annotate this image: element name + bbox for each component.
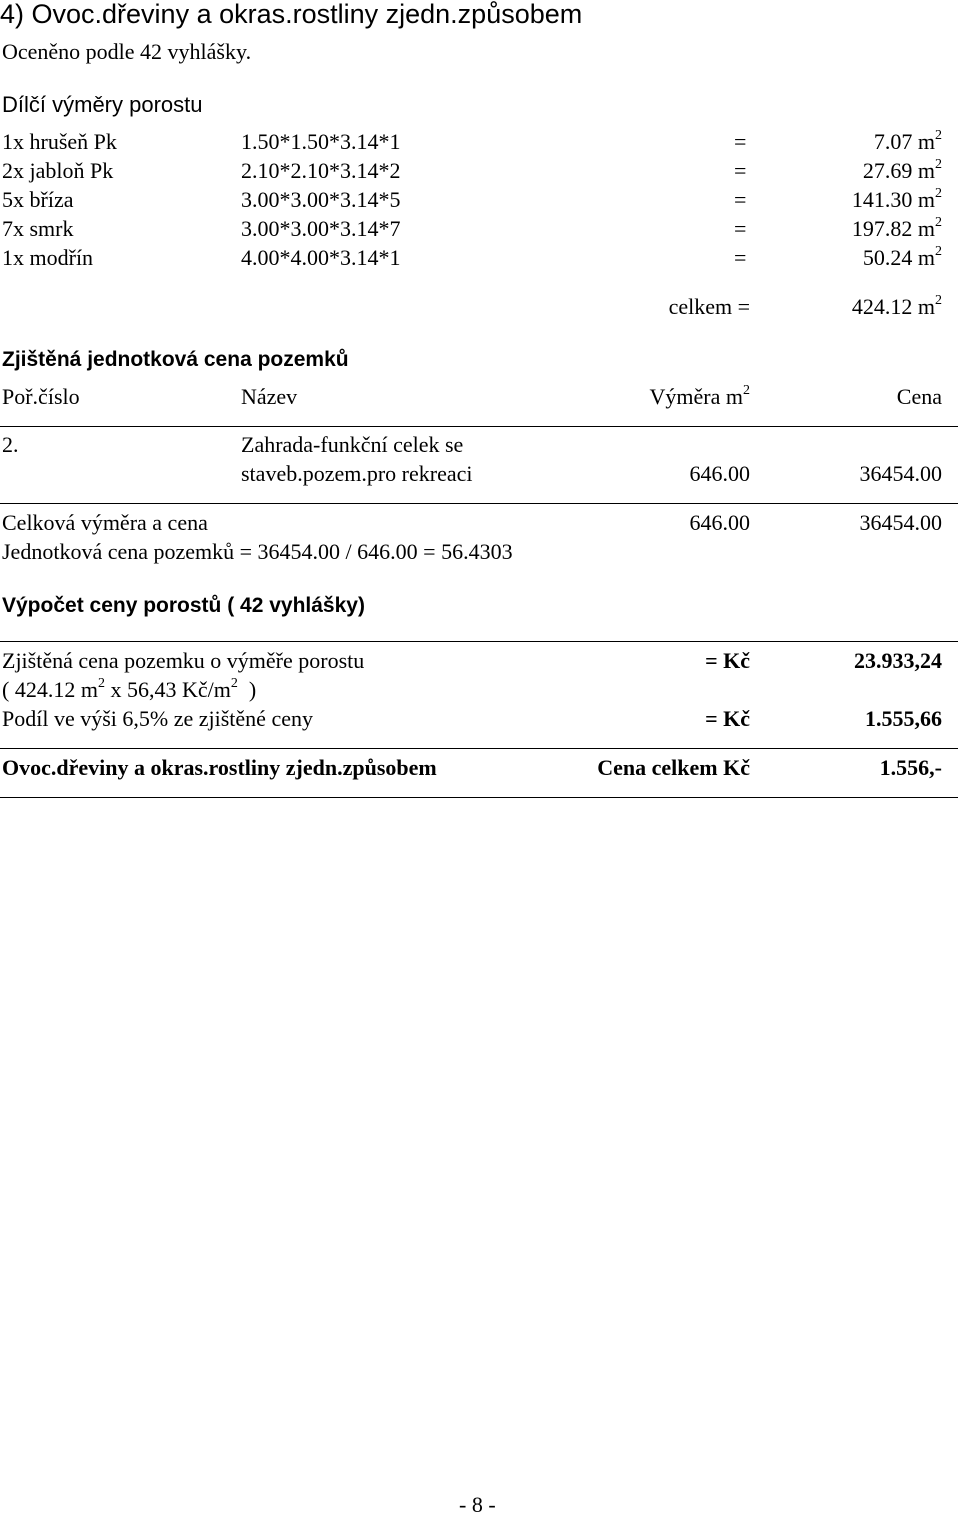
calc-line1-value: 23.933,24: [854, 648, 942, 673]
divider: [0, 748, 958, 749]
calc-line3-eq: = Kč: [705, 706, 750, 731]
col-header-nazev: Název: [241, 384, 298, 409]
row-name-line1: Zahrada-funkční celek se: [241, 432, 464, 457]
partial-row-value: 27.69 $m^2$: [862, 156, 942, 183]
partial-row-equals: =: [734, 216, 747, 241]
calc-line1-eq: = Kč: [705, 648, 750, 673]
divider: [0, 641, 958, 642]
total-area: 646.00: [689, 510, 750, 535]
calc-line3-value: 1.555,66: [865, 706, 942, 731]
partial-row-value: 197.82 $m^2$: [851, 214, 942, 241]
partial-row-name: 1x modřín: [2, 245, 94, 270]
row-area: 646.00: [689, 461, 750, 486]
partial-total-label: celkem =: [668, 294, 750, 319]
partial-row-equals: =: [734, 187, 747, 212]
partial-row-value: 141.30 $m^2$: [851, 185, 942, 212]
partial-row-name: 5x bříza: [2, 187, 74, 212]
partial-row-formula: 3.00*3.00*3.14*5: [241, 187, 401, 212]
partial-row-equals: =: [734, 245, 747, 270]
unit-price-title: Zjištěná jednotková cena pozemků: [2, 348, 349, 371]
unit-price-formula: Jednotková cena pozemků = 36454.00 / 646.00 = 56.4303: [2, 539, 513, 564]
partial-row-name: 2x jabloň Pk: [2, 158, 114, 183]
calc-title: Výpočet ceny porostů ( 42 vyhlášky): [2, 594, 365, 617]
partial-total-value: 424.12 $m^2$: [851, 292, 942, 319]
col-header-poradi: Poř.číslo: [2, 384, 80, 409]
divider: [0, 503, 958, 504]
partial-row-value: 7.07 $m^2$: [873, 127, 942, 154]
calc-line3-label: Podíl ve výši 6,5% ze zjištěné ceny: [2, 706, 313, 731]
partial-row-formula: 2.10*2.10*3.14*2: [241, 158, 401, 183]
partial-row-equals: =: [734, 158, 747, 183]
section-heading: 4) Ovoc.dřeviny a okras.rostliny zjedn.způsobem: [0, 0, 583, 29]
partial-row-formula: 3.00*3.00*3.14*7: [241, 216, 401, 241]
final-label: Ovoc.dřeviny a okras.rostliny zjedn.způsobem: [2, 755, 437, 780]
partial-row-formula: 1.50*1.50*3.14*1: [241, 129, 401, 154]
partial-row-name: 1x hrušeň Pk: [2, 129, 117, 154]
col-header-vymera: Výměra $m^2$: [649, 382, 750, 409]
partial-row-value: 50.24 $m^2$: [862, 243, 942, 270]
final-price-label: Cena celkem Kč: [597, 755, 750, 780]
total-price: 36454.00: [859, 510, 942, 535]
divider: [0, 426, 958, 427]
subheading: Oceněno podle 42 vyhlášky.: [2, 39, 252, 64]
total-label: Celková výměra a cena: [2, 510, 208, 535]
row-name-line2: staveb.pozem.pro rekreaci: [241, 461, 473, 486]
partial-row-formula: 4.00*4.00*3.14*1: [241, 245, 401, 270]
final-price: 1.556,-: [879, 755, 942, 780]
calc-line1-label: Zjištěná cena pozemku o výměře porostu: [2, 648, 365, 673]
row-number: 2.: [2, 432, 19, 457]
calc-line2: ( 424.12 $m^2$ x 56,43 $Kč/m^2$ ): [2, 675, 257, 702]
divider: [0, 797, 958, 798]
partial-areas-title: Dílčí výměry porostu: [2, 92, 203, 117]
page-number: - 8 -: [459, 1492, 496, 1517]
partial-row-name: 7x smrk: [2, 216, 74, 241]
col-header-cena: Cena: [896, 384, 942, 409]
row-price: 36454.00: [859, 461, 942, 486]
partial-row-equals: =: [734, 129, 747, 154]
